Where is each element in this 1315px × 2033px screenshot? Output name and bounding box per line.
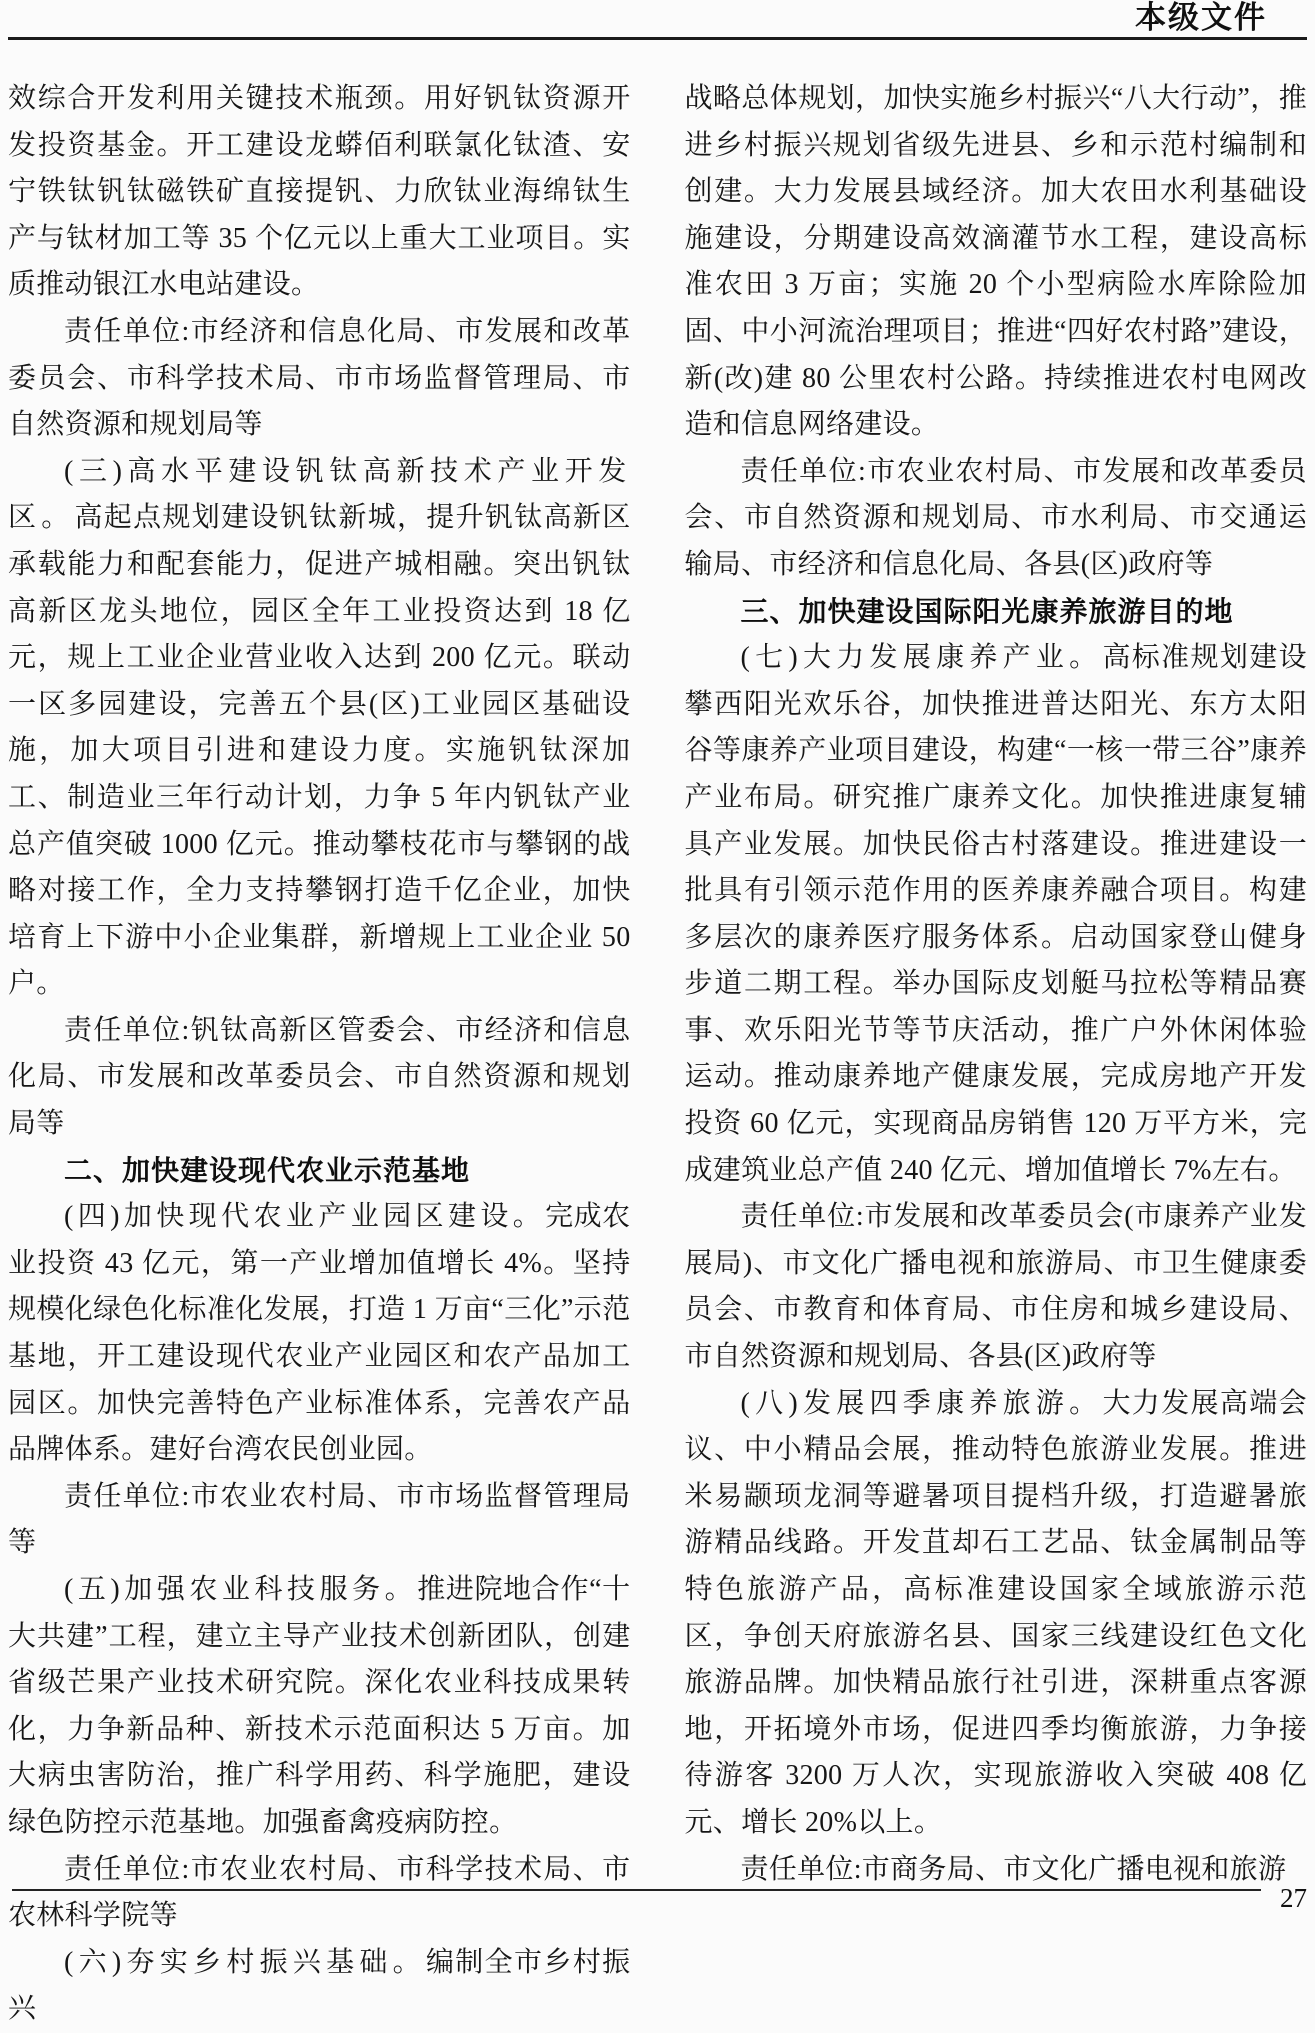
page-number: 27	[1280, 1883, 1307, 1913]
paragraph	[685, 635, 1308, 1194]
responsibility-paragraph: 责任单位:市发展和改革委员会(市康养产业发展局)、市文化广播电视和旅游局、市卫生健康委员会、市教育和体育局、市住房和城乡建设局、市自然资源和规划局、各县(区)政府等	[684, 1201, 1307, 1373]
paragraph	[8, 1567, 631, 1847]
item-body: 大力发展高端会议、中小精品会展，推动特色旅游业发展。推进米易颛顼龙洞等避暑项目提档升级，打造避暑旅游精品线路。开发苴却石工艺品、钛金属制品等特色旅游产品，高标准建设国家全域旅游示范区，争创天府旅游名县、国家三线建设红色文化旅游品牌。加快精品旅行社引进，深耕重点客源地，开拓境外市场，促进四季均衡旅游，力争接待游客 3200 万人次，实现旅游收入突破 408 亿元、增长 20%以上。	[684, 1387, 1307, 1838]
item-lead: (六)夯实乡村振兴基础。	[64, 1946, 426, 1978]
paragraph: 效综合开发利用关键技术瓶颈。用好钒钛资源开发投资基金。开工建设龙蟒佰利联氯化钛渣、安宁铁钛钒钛磁铁矿直接提钒、力欣钛业海绵钛生产与钛材加工等 35 个亿元以上重大工业项目。实质推动银江水电站建设。	[8, 83, 631, 301]
page-footer	[12, 1880, 1307, 1913]
page-header-title: 本级文件	[1135, 0, 1267, 35]
responsibility-paragraph: 责任单位:市农业农村局、市科学技术局、市农林科学院等	[8, 1853, 631, 1932]
responsibility-paragraph: 责任单位:钒钛高新区管委会、市经济和信息化局、市发展和改革委员会、市自然资源和规划局等	[8, 1014, 631, 1140]
right-column	[685, 76, 1308, 2033]
paragraph	[8, 449, 631, 1008]
paragraph: 战略总体规划，加快实施乡村振兴“八大行动”，推进乡村振兴规划省级先进县、乡和示范村编制和创建。大力发展县域经济。加大农田水利基础设施建设，分期建设高效滴灌节水工程，建设高标准农田 3 万亩；实施 20 个小型病险水库除险加固、中小河流治理项目；推进“四好农村路”建设，新(改)建 80 公里农村公路。持续推进农村电网改造和信息网络建设。	[684, 83, 1307, 441]
responsibility-paragraph: 责任单位:市商务局、市文化广播电视和旅游	[740, 1853, 1287, 1885]
item-body: 完成农业投资 43 亿元，第一产业增加值增长 4%。坚持规模化绿色化标准化发展，打造 1 万亩“三化”示范基地，开工建设现代农业产业园区和农产品加工园区。加快完善特色产业标准体系，完善农产品品牌体系。建好台湾农民创业园。	[8, 1201, 631, 1466]
responsibility-paragraph: 责任单位:市经济和信息化局、市发展和改革委员会、市科学技术局、市市场监督管理局、市自然资源和规划局等	[8, 315, 631, 441]
item-lead: (七)大力发展康养产业。	[740, 642, 1103, 674]
page-header	[8, 0, 1307, 40]
paragraph	[685, 1381, 1308, 1847]
paragraph	[8, 1194, 631, 1474]
responsibility-paragraph: 责任单位:市农业农村局、市发展和改革委员会、市自然资源和规划局、市水利局、市交通运输局、市经济和信息化局、各县(区)政府等	[684, 455, 1307, 580]
item-lead: (五)加强农业科技服务。	[64, 1574, 418, 1605]
header-rule	[8, 37, 1307, 40]
footer-rule	[12, 1889, 1261, 1891]
item-body: 高标准规划建设攀西阳光欢乐谷，加快推进普达阳光、东方太阳谷等康养产业项目建设，构建“一核一带三谷”康养产业布局。研究推广康养文化。加快推进康复辅具产业发展。加快民俗古村落建设。推进建设一批具有引领示范作用的医养康养融合项目。构建多层次的康养医疗服务体系。启动国家登山健身步道二期工程。举办国际皮划艇马拉松等精品赛事、欢乐阳光节等节庆活动，推广户外休闲体验运动。推动康养地产健康发展，完成房地产开发投资 60 亿元，实现商品房销售 120 万平方米，完成建筑业总产值 240 亿元、增加值增长 7%左右。	[684, 642, 1307, 1186]
responsibility-paragraph: 责任单位:市农业农村局、市市场监督管理局等	[8, 1480, 631, 1559]
paragraph	[8, 1940, 631, 2033]
item-body: 高起点规划建设钒钛新城，提升钒钛高新区承载能力和配套能力，促进产城相融。突出钒钛高新区龙头地位，园区全年工业投资达到 18 亿元，规上工业企业营业收入达到 200 亿元。联动一区多园建设，完善五个县(区)工业园区基础设施，加大项目引进和建设力度。实施钒钛深加工、制造业三年行动计划，力争 5 年内钒钛产业总产值突破 1000 亿元。推动攀枝花市与攀钢的战略对接工作，全力支持攀钢打造千亿企业，加快培育上下游中小企业集群，新增规上工业企业 50 户。	[8, 502, 631, 1000]
item-lead: (四)加快现代农业产业园区建设。	[64, 1201, 546, 1233]
item-lead: (三)高水平建设钒钛高新技术产业开发区。	[8, 455, 631, 534]
item-lead: (八)发展四季康养旅游。	[740, 1387, 1103, 1419]
item-body: 推进院地合作“十大共建”工程，建立主导产业技术创新团队，创建省级芒果产业技术研究院。深化农业科技成果转化，力争新品种、新技术示范面积达 5 万亩。加大病虫害防治，推广科学用药、科学施肥，建设绿色防控示范基地。加强畜禽疫病防控。	[8, 1574, 631, 1838]
item-body: 编制全市乡村振兴	[8, 1946, 631, 2025]
section-heading: 三、加快建设国际阳光康养旅游目的地	[740, 595, 1234, 627]
section-heading: 二、加快建设现代农业示范基地	[64, 1154, 471, 1186]
left-column	[8, 76, 631, 2033]
two-column-text	[8, 76, 1307, 2033]
